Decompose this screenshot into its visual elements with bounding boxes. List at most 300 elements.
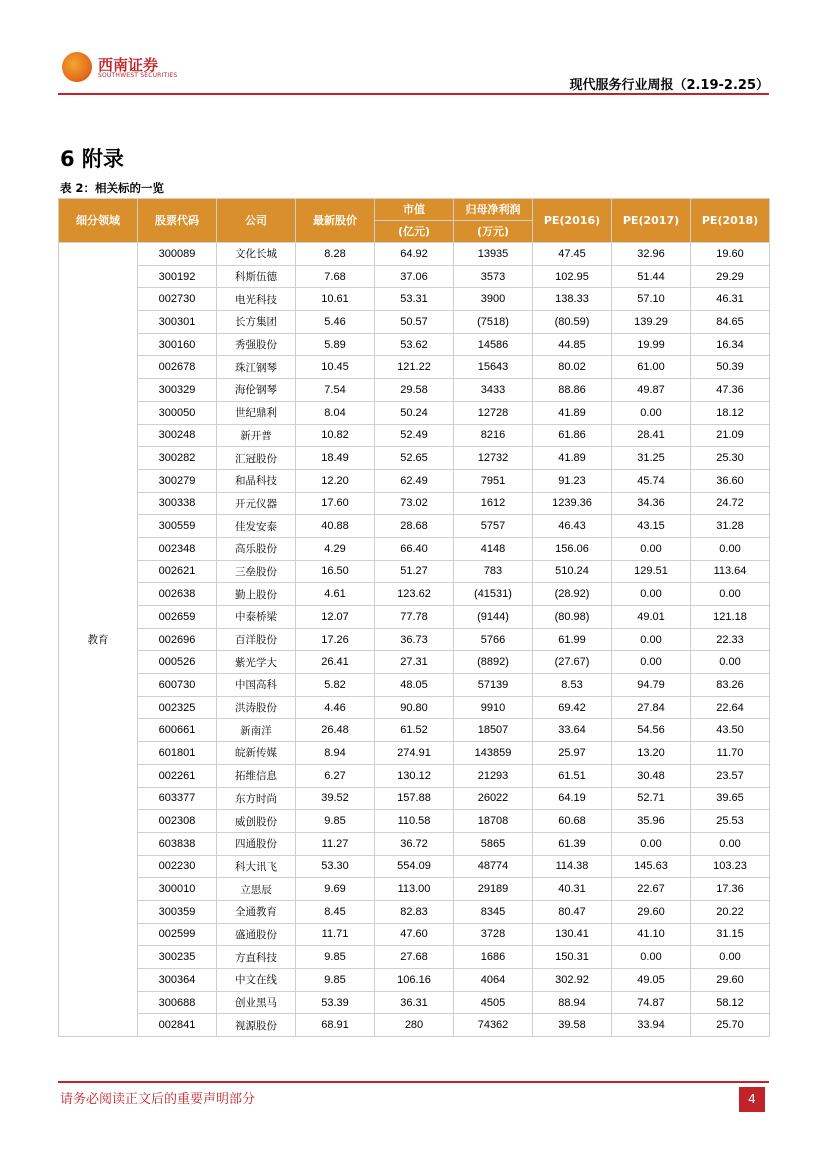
- stock-code-cell: 601801: [138, 742, 217, 765]
- table-header-row: [59, 199, 770, 221]
- net-profit-cell: 1612: [454, 492, 533, 515]
- stock-code-cell: 000526: [138, 651, 217, 674]
- price-cell: 10.82: [296, 424, 375, 447]
- pe-2018-cell: 0.00: [691, 583, 770, 606]
- company-cell: 海伦钢琴: [217, 379, 296, 402]
- stock-code-cell: 300359: [138, 900, 217, 923]
- pe-2016-cell: 138.33: [533, 288, 612, 311]
- stock-code-cell: 300688: [138, 991, 217, 1014]
- section-title: 6 附录: [60, 147, 124, 171]
- price-cell: 8.45: [296, 900, 375, 923]
- table-row: [59, 515, 770, 538]
- pe-2017-cell: 139.29: [612, 311, 691, 334]
- market-cap-cell: 36.73: [375, 628, 454, 651]
- pe-2018-cell: 39.65: [691, 787, 770, 810]
- price-cell: 5.82: [296, 674, 375, 697]
- price-cell: 26.41: [296, 651, 375, 674]
- header-net-profit: 归母净利润: [454, 199, 533, 221]
- header-domain: 细分领域: [59, 199, 138, 243]
- pe-2016-cell: 302.92: [533, 969, 612, 992]
- net-profit-cell: (9144): [454, 606, 533, 629]
- pe-2017-cell: 52.71: [612, 787, 691, 810]
- report-title: 现代服务行业周报（2.19-2.25）: [569, 78, 769, 93]
- market-cap-cell: 106.16: [375, 969, 454, 992]
- net-profit-cell: (41531): [454, 583, 533, 606]
- price-cell: 12.07: [296, 606, 375, 629]
- company-cell: 盛通股份: [217, 923, 296, 946]
- company-cell: 高乐股份: [217, 537, 296, 560]
- stock-code-cell: 300279: [138, 469, 217, 492]
- pe-2018-cell: 25.53: [691, 810, 770, 833]
- header-code: 股票代码: [138, 199, 217, 243]
- header-pe-2017: PE(2017): [612, 199, 691, 243]
- pe-2018-cell: 24.72: [691, 492, 770, 515]
- pe-2018-cell: 84.65: [691, 311, 770, 334]
- market-cap-cell: 52.49: [375, 424, 454, 447]
- price-cell: 7.68: [296, 265, 375, 288]
- pe-2016-cell: 39.58: [533, 1014, 612, 1037]
- pe-2016-cell: 61.99: [533, 628, 612, 651]
- net-profit-cell: 8345: [454, 900, 533, 923]
- header-net-profit-unit: (万元): [454, 221, 533, 243]
- market-cap-cell: 554.09: [375, 855, 454, 878]
- table-row: [59, 696, 770, 719]
- net-profit-cell: 7951: [454, 469, 533, 492]
- pe-2018-cell: 0.00: [691, 946, 770, 969]
- net-profit-cell: 21293: [454, 764, 533, 787]
- company-cell: 紫光学大: [217, 651, 296, 674]
- pe-2018-cell: 43.50: [691, 719, 770, 742]
- stock-code-cell: 002599: [138, 923, 217, 946]
- market-cap-cell: 48.05: [375, 674, 454, 697]
- stock-code-cell: 002348: [138, 537, 217, 560]
- price-cell: 8.28: [296, 243, 375, 266]
- price-cell: 5.89: [296, 333, 375, 356]
- stock-code-cell: 300160: [138, 333, 217, 356]
- pe-2018-cell: 18.12: [691, 401, 770, 424]
- price-cell: 16.50: [296, 560, 375, 583]
- company-cell: 汇冠股份: [217, 447, 296, 470]
- pe-2016-cell: 80.02: [533, 356, 612, 379]
- pe-2016-cell: 47.45: [533, 243, 612, 266]
- stock-code-cell: 300282: [138, 447, 217, 470]
- market-cap-cell: 280: [375, 1014, 454, 1037]
- stock-code-cell: 600661: [138, 719, 217, 742]
- stock-code-cell: 002230: [138, 855, 217, 878]
- market-cap-cell: 47.60: [375, 923, 454, 946]
- net-profit-cell: 3728: [454, 923, 533, 946]
- page-number: 4: [739, 1087, 765, 1112]
- market-cap-cell: 53.62: [375, 333, 454, 356]
- table-row: [59, 288, 770, 311]
- pe-2016-cell: 64.19: [533, 787, 612, 810]
- stock-code-cell: 002678: [138, 356, 217, 379]
- pe-2017-cell: 54.56: [612, 719, 691, 742]
- pe-2018-cell: 47.36: [691, 379, 770, 402]
- market-cap-cell: 51.27: [375, 560, 454, 583]
- company-cell: 三垒股份: [217, 560, 296, 583]
- table-row: [59, 1014, 770, 1037]
- net-profit-cell: 9910: [454, 696, 533, 719]
- company-cell: 和晶科技: [217, 469, 296, 492]
- pe-2017-cell: 35.96: [612, 810, 691, 833]
- logo-name: 西南证券: [98, 56, 159, 74]
- table-row: [59, 651, 770, 674]
- pe-2017-cell: 28.41: [612, 424, 691, 447]
- pe-2016-cell: 156.06: [533, 537, 612, 560]
- pe-2018-cell: 58.12: [691, 991, 770, 1014]
- pe-2016-cell: 60.68: [533, 810, 612, 833]
- header-company: 公司: [217, 199, 296, 243]
- pe-2016-cell: 33.64: [533, 719, 612, 742]
- pe-2017-cell: 33.94: [612, 1014, 691, 1037]
- pe-2016-cell: 40.31: [533, 878, 612, 901]
- pe-2016-cell: 41.89: [533, 401, 612, 424]
- stock-code-cell: 300235: [138, 946, 217, 969]
- stock-code-cell: 300301: [138, 311, 217, 334]
- pe-2018-cell: 25.70: [691, 1014, 770, 1037]
- pe-2018-cell: 31.28: [691, 515, 770, 538]
- market-cap-cell: 50.57: [375, 311, 454, 334]
- table-row: [59, 628, 770, 651]
- footer-disclaimer: 请务必阅读正文后的重要声明部分: [60, 1092, 256, 1107]
- pe-2018-cell: 11.70: [691, 742, 770, 765]
- company-cell: 文化长城: [217, 243, 296, 266]
- table-row: [59, 583, 770, 606]
- pe-2016-cell: 69.42: [533, 696, 612, 719]
- table-caption: 表 2：相关标的一览: [60, 181, 165, 195]
- net-profit-cell: (7518): [454, 311, 533, 334]
- table-row: [59, 356, 770, 379]
- table-row: [59, 764, 770, 787]
- net-profit-cell: 48774: [454, 855, 533, 878]
- net-profit-cell: 3573: [454, 265, 533, 288]
- pe-2017-cell: 32.96: [612, 243, 691, 266]
- table-row: [59, 424, 770, 447]
- price-cell: 11.71: [296, 923, 375, 946]
- company-cell: 珠江钢琴: [217, 356, 296, 379]
- stock-code-cell: 300192: [138, 265, 217, 288]
- table-row: [59, 787, 770, 810]
- market-cap-cell: 28.68: [375, 515, 454, 538]
- pe-2016-cell: (28.92): [533, 583, 612, 606]
- company-cell: 百洋股份: [217, 628, 296, 651]
- company-cell: 东方时尚: [217, 787, 296, 810]
- company-cell: 拓维信息: [217, 764, 296, 787]
- pe-2018-cell: 31.15: [691, 923, 770, 946]
- pe-2018-cell: 0.00: [691, 832, 770, 855]
- table-row: [59, 810, 770, 833]
- pe-2016-cell: 8.53: [533, 674, 612, 697]
- table-row: [59, 855, 770, 878]
- market-cap-cell: 157.88: [375, 787, 454, 810]
- pe-2017-cell: 29.60: [612, 900, 691, 923]
- price-cell: 17.60: [296, 492, 375, 515]
- company-cell: 新南洋: [217, 719, 296, 742]
- pe-2018-cell: 36.60: [691, 469, 770, 492]
- market-cap-cell: 50.24: [375, 401, 454, 424]
- stock-code-cell: 300338: [138, 492, 217, 515]
- pe-2017-cell: 13.20: [612, 742, 691, 765]
- pe-2017-cell: 0.00: [612, 628, 691, 651]
- net-profit-cell: 29189: [454, 878, 533, 901]
- stock-code-cell: 300010: [138, 878, 217, 901]
- stock-code-cell: 300248: [138, 424, 217, 447]
- header-market-cap: 市值: [375, 199, 454, 221]
- header-market-cap-unit: (亿元): [375, 221, 454, 243]
- market-cap-cell: 77.78: [375, 606, 454, 629]
- company-cell: 新开普: [217, 424, 296, 447]
- table-row: [59, 923, 770, 946]
- table-row: [59, 560, 770, 583]
- table-row: [59, 311, 770, 334]
- footer-divider: [58, 1081, 769, 1083]
- table-row: [59, 333, 770, 356]
- pe-2018-cell: 46.31: [691, 288, 770, 311]
- pe-2017-cell: 61.00: [612, 356, 691, 379]
- pe-2018-cell: 23.57: [691, 764, 770, 787]
- market-cap-cell: 36.72: [375, 832, 454, 855]
- net-profit-cell: 26022: [454, 787, 533, 810]
- pe-2016-cell: 61.39: [533, 832, 612, 855]
- pe-2017-cell: 57.10: [612, 288, 691, 311]
- table-row: [59, 469, 770, 492]
- pe-2017-cell: 0.00: [612, 946, 691, 969]
- table-row: [59, 492, 770, 515]
- price-cell: 10.45: [296, 356, 375, 379]
- header-pe-2018: PE(2018): [691, 199, 770, 243]
- stock-code-cell: 300559: [138, 515, 217, 538]
- price-cell: 9.69: [296, 878, 375, 901]
- pe-2017-cell: 0.00: [612, 537, 691, 560]
- table-row: [59, 606, 770, 629]
- market-cap-cell: 36.31: [375, 991, 454, 1014]
- pe-2017-cell: 45.74: [612, 469, 691, 492]
- company-logo: [62, 52, 178, 82]
- table-row: [59, 719, 770, 742]
- pe-2018-cell: 113.64: [691, 560, 770, 583]
- table-row: [59, 674, 770, 697]
- price-cell: 5.46: [296, 311, 375, 334]
- pe-2016-cell: 80.47: [533, 900, 612, 923]
- pe-2017-cell: 19.99: [612, 333, 691, 356]
- pe-2016-cell: 114.38: [533, 855, 612, 878]
- pe-2017-cell: 0.00: [612, 401, 691, 424]
- price-cell: 53.30: [296, 855, 375, 878]
- net-profit-cell: (8892): [454, 651, 533, 674]
- market-cap-cell: 110.58: [375, 810, 454, 833]
- price-cell: 9.85: [296, 810, 375, 833]
- net-profit-cell: 5757: [454, 515, 533, 538]
- pe-2016-cell: 61.86: [533, 424, 612, 447]
- pe-2017-cell: 74.87: [612, 991, 691, 1014]
- net-profit-cell: 5865: [454, 832, 533, 855]
- price-cell: 68.91: [296, 1014, 375, 1037]
- pe-2018-cell: 22.64: [691, 696, 770, 719]
- pe-2018-cell: 0.00: [691, 537, 770, 560]
- header-pe-2016: PE(2016): [533, 199, 612, 243]
- pe-2018-cell: 29.60: [691, 969, 770, 992]
- price-cell: 4.29: [296, 537, 375, 560]
- header-divider: [58, 93, 769, 95]
- price-cell: 7.54: [296, 379, 375, 402]
- pe-2016-cell: 510.24: [533, 560, 612, 583]
- table-row: [59, 900, 770, 923]
- stock-code-cell: 002696: [138, 628, 217, 651]
- pe-2018-cell: 16.34: [691, 333, 770, 356]
- table-row: [59, 742, 770, 765]
- table-row: [59, 969, 770, 992]
- pe-2018-cell: 121.18: [691, 606, 770, 629]
- net-profit-cell: 8216: [454, 424, 533, 447]
- net-profit-cell: 14586: [454, 333, 533, 356]
- pe-2017-cell: 22.67: [612, 878, 691, 901]
- related-stocks-table: [58, 198, 770, 1037]
- pe-2017-cell: 49.87: [612, 379, 691, 402]
- pe-2016-cell: 46.43: [533, 515, 612, 538]
- pe-2016-cell: 1239.36: [533, 492, 612, 515]
- net-profit-cell: 12728: [454, 401, 533, 424]
- market-cap-cell: 82.83: [375, 900, 454, 923]
- table-row: [59, 991, 770, 1014]
- price-cell: 4.46: [296, 696, 375, 719]
- pe-2016-cell: (27.67): [533, 651, 612, 674]
- stock-code-cell: 002638: [138, 583, 217, 606]
- price-cell: 53.39: [296, 991, 375, 1014]
- stock-code-cell: 002841: [138, 1014, 217, 1037]
- market-cap-cell: 62.49: [375, 469, 454, 492]
- price-cell: 17.26: [296, 628, 375, 651]
- company-cell: 方直科技: [217, 946, 296, 969]
- table-row: [59, 946, 770, 969]
- company-cell: 中泰桥梁: [217, 606, 296, 629]
- stock-code-cell: 002308: [138, 810, 217, 833]
- net-profit-cell: 4064: [454, 969, 533, 992]
- net-profit-cell: 15643: [454, 356, 533, 379]
- table-body: [59, 243, 770, 1037]
- company-cell: 视源股份: [217, 1014, 296, 1037]
- table-row: [59, 265, 770, 288]
- table-row: [59, 537, 770, 560]
- price-cell: 8.04: [296, 401, 375, 424]
- table-row: [59, 379, 770, 402]
- company-cell: 中文在线: [217, 969, 296, 992]
- company-cell: 电光科技: [217, 288, 296, 311]
- pe-2016-cell: 61.51: [533, 764, 612, 787]
- price-cell: 40.88: [296, 515, 375, 538]
- market-cap-cell: 53.31: [375, 288, 454, 311]
- market-cap-cell: 113.00: [375, 878, 454, 901]
- pe-2016-cell: 150.31: [533, 946, 612, 969]
- company-cell: 四通股份: [217, 832, 296, 855]
- net-profit-cell: 1686: [454, 946, 533, 969]
- pe-2018-cell: 17.36: [691, 878, 770, 901]
- price-cell: 8.94: [296, 742, 375, 765]
- stock-code-cell: 300364: [138, 969, 217, 992]
- table-row: [59, 447, 770, 470]
- stock-code-cell: 002621: [138, 560, 217, 583]
- company-cell: 世纪鼎利: [217, 401, 296, 424]
- net-profit-cell: 18507: [454, 719, 533, 742]
- company-cell: 立思辰: [217, 878, 296, 901]
- stock-code-cell: 002261: [138, 764, 217, 787]
- net-profit-cell: 74362: [454, 1014, 533, 1037]
- pe-2018-cell: 25.30: [691, 447, 770, 470]
- pe-2018-cell: 29.29: [691, 265, 770, 288]
- market-cap-cell: 73.02: [375, 492, 454, 515]
- pe-2016-cell: (80.59): [533, 311, 612, 334]
- price-cell: 10.61: [296, 288, 375, 311]
- market-cap-cell: 130.12: [375, 764, 454, 787]
- net-profit-cell: 13935: [454, 243, 533, 266]
- pe-2017-cell: 94.79: [612, 674, 691, 697]
- net-profit-cell: 3433: [454, 379, 533, 402]
- pe-2018-cell: 0.00: [691, 651, 770, 674]
- company-cell: 科大讯飞: [217, 855, 296, 878]
- pe-2017-cell: 30.48: [612, 764, 691, 787]
- stock-code-cell: 603377: [138, 787, 217, 810]
- stock-code-cell: 300329: [138, 379, 217, 402]
- company-cell: 创业黑马: [217, 991, 296, 1014]
- company-cell: 全通教育: [217, 900, 296, 923]
- company-cell: 开元仪器: [217, 492, 296, 515]
- net-profit-cell: 4148: [454, 537, 533, 560]
- market-cap-cell: 274.91: [375, 742, 454, 765]
- pe-2018-cell: 83.26: [691, 674, 770, 697]
- market-cap-cell: 27.31: [375, 651, 454, 674]
- pe-2017-cell: 49.05: [612, 969, 691, 992]
- market-cap-cell: 121.22: [375, 356, 454, 379]
- company-cell: 长方集团: [217, 311, 296, 334]
- pe-2017-cell: 27.84: [612, 696, 691, 719]
- market-cap-cell: 29.58: [375, 379, 454, 402]
- stock-code-cell: 002730: [138, 288, 217, 311]
- pe-2017-cell: 145.63: [612, 855, 691, 878]
- logo-subtitle: SOUTHWEST SECURITIES: [98, 72, 178, 79]
- pe-2017-cell: 43.15: [612, 515, 691, 538]
- net-profit-cell: 143859: [454, 742, 533, 765]
- price-cell: 12.20: [296, 469, 375, 492]
- pe-2018-cell: 19.60: [691, 243, 770, 266]
- net-profit-cell: 4505: [454, 991, 533, 1014]
- net-profit-cell: 12732: [454, 447, 533, 470]
- pe-2016-cell: 130.41: [533, 923, 612, 946]
- pe-2018-cell: 20.22: [691, 900, 770, 923]
- header-price: 最新股价: [296, 199, 375, 243]
- pe-2016-cell: (80.98): [533, 606, 612, 629]
- pe-2016-cell: 88.94: [533, 991, 612, 1014]
- pe-2016-cell: 88.86: [533, 379, 612, 402]
- pe-2017-cell: 34.36: [612, 492, 691, 515]
- market-cap-cell: 64.92: [375, 243, 454, 266]
- company-cell: 洪涛股份: [217, 696, 296, 719]
- net-profit-cell: 5766: [454, 628, 533, 651]
- pe-2018-cell: 22.33: [691, 628, 770, 651]
- price-cell: 11.27: [296, 832, 375, 855]
- net-profit-cell: 57139: [454, 674, 533, 697]
- pe-2018-cell: 50.39: [691, 356, 770, 379]
- stock-code-cell: 300089: [138, 243, 217, 266]
- company-cell: 勤上股份: [217, 583, 296, 606]
- market-cap-cell: 61.52: [375, 719, 454, 742]
- stock-code-cell: 600730: [138, 674, 217, 697]
- table-row: [59, 878, 770, 901]
- pe-2017-cell: 129.51: [612, 560, 691, 583]
- net-profit-cell: 783: [454, 560, 533, 583]
- table-row: [59, 243, 770, 266]
- pe-2017-cell: 0.00: [612, 651, 691, 674]
- company-cell: 威创股份: [217, 810, 296, 833]
